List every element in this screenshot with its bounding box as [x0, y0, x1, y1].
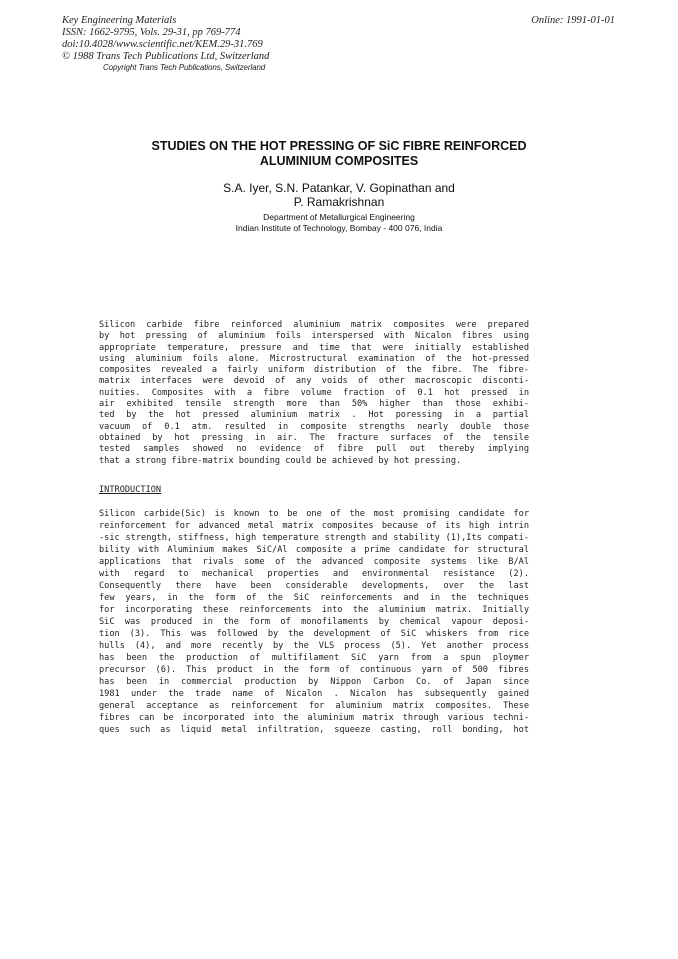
intro-line: bility with Aluminium makes SiC/Al composite a prime candidate for structural: [99, 545, 529, 555]
abstract-line: composites revealed a fairly uniform distribution of the fibre. The fibre-: [99, 365, 529, 376]
intro-line: for incorporating these reinforcements into the aluminium matrix. Initially: [99, 605, 529, 615]
abstract: [99, 320, 529, 467]
intro-line: Consequently there have been considerable developments, over the last: [99, 581, 529, 591]
intro-line: applications that rivals some of the advanced composite systems like B/Al: [99, 557, 529, 567]
section-heading-introduction: INTRODUCTION: [99, 485, 162, 495]
paper-title: [0, 139, 678, 169]
abstract-line: vacuum of 0.1 atm. resulted in composite strengths nearly double those: [99, 421, 529, 432]
intro-line: SiC was produced in the form of monofilaments by chemical vapour deposi-: [99, 617, 529, 627]
abstract-line: that a strong fibre-matrix bounding could be achieved by hot pressing.: [99, 455, 462, 466]
affiliation: [0, 212, 678, 234]
abstract-line: Silicon carbide fibre reinforced aluminium matrix composites were prepared: [99, 320, 529, 330]
abstract-line: appropriate temperature, pressure and time that were initially established: [99, 342, 529, 353]
intro-line: few years, in the form of the SiC reinforcements and in the techniques: [99, 593, 529, 603]
author-list: [0, 181, 678, 209]
title-line: ALUMINIUM COMPOSITES: [259, 154, 419, 168]
copyright-line: © 1988 Trans Tech Publications Ltd, Switzerland: [62, 51, 270, 62]
intro-line: has been in commercial production by Nippon Carbon Co. of Japan since: [99, 677, 529, 687]
intro-line: ques such as liquid metal infiltration, squeeze casting, roll bonding, hot: [99, 725, 529, 735]
abstract-line: matrix interfaces were devoid of any voids of other macroscopic disconti-: [99, 376, 529, 387]
title-line: STUDIES ON THE HOT PRESSING OF SiC FIBRE REINFORCED: [151, 139, 527, 153]
online-date: Online: 1991-01-01: [531, 15, 615, 26]
abstract-line: obtained by hot pressing in air. The fracture surfaces of the tensile: [99, 432, 529, 443]
affiliation-line: Department of Metallurgical Engineering: [263, 212, 415, 222]
abstract-line: ted by the hot pressed aluminium matrix . Hot poressing in a partial: [99, 410, 529, 421]
journal-name: Key Engineering Materials: [62, 15, 177, 26]
intro-line: 1981 under the trade name of Nicalon . Nicalon has subsequently gained: [99, 689, 529, 699]
introduction-body: [99, 508, 529, 736]
intro-line: precursor (6). This product in the form of continuous yarn of 500 fibres: [99, 665, 529, 675]
issn-line: ISSN: 1662-9795, Vols. 29-31, pp 769-774: [62, 27, 241, 38]
intro-line: with regard to mechanical properties and environmental resistance (2).: [99, 569, 529, 579]
author-line: P. Ramakrishnan: [293, 195, 385, 209]
copyright-stamp: Copyright Trans Tech Publications, Switzerland: [103, 63, 266, 72]
intro-line: reinforcement for advanced metal matrix composites because of its high intrin: [99, 521, 529, 531]
intro-line: fibres can be incorporated into the aluminium matrix through various techni-: [99, 713, 529, 723]
doi-line: doi:10.4028/www.scientific.net/KEM.29-31.769: [62, 39, 263, 50]
abstract-line: tested samples showed no evidence of fibre pull out thereby implying: [99, 444, 529, 455]
affiliation-line: Indian Institute of Technology, Bombay - 400 076, India: [235, 223, 443, 233]
abstract-line: air exhibited tensile strength more than 50% higher than those exhibi-: [99, 399, 529, 410]
abstract-line: nuities. Composites with a fibre volume fraction of 0.1 hot pressed in: [99, 387, 529, 398]
publication-header: [62, 15, 269, 63]
author-line: S.A. Iyer, S.N. Patankar, V. Gopinathan and: [223, 181, 455, 195]
intro-line: general acceptance as reinforcement for aluminium matrix composites. These: [99, 701, 529, 711]
intro-line: Silicon carbide(Sic) is known to be one of the most promising candidate for: [99, 509, 529, 519]
intro-line: has been the production of multifilament SiC yarn from a spun ploymer: [99, 653, 529, 663]
intro-line: -sic strength, stiffness, high temperature strength and stability (1),Its compati-: [99, 533, 529, 543]
intro-line: tion (3). This was followed by the development of SiC whiskers from rice: [99, 629, 529, 639]
abstract-line: using aluminium foils alone. Microstructural examination of the hot-pressed: [99, 353, 529, 364]
abstract-line: by hot pressing of aluminium foils interspersed with Nicalon fibres using: [99, 331, 529, 342]
intro-line: hulls (4), and more recently by the VLS process (5). Yet another process: [99, 641, 529, 651]
